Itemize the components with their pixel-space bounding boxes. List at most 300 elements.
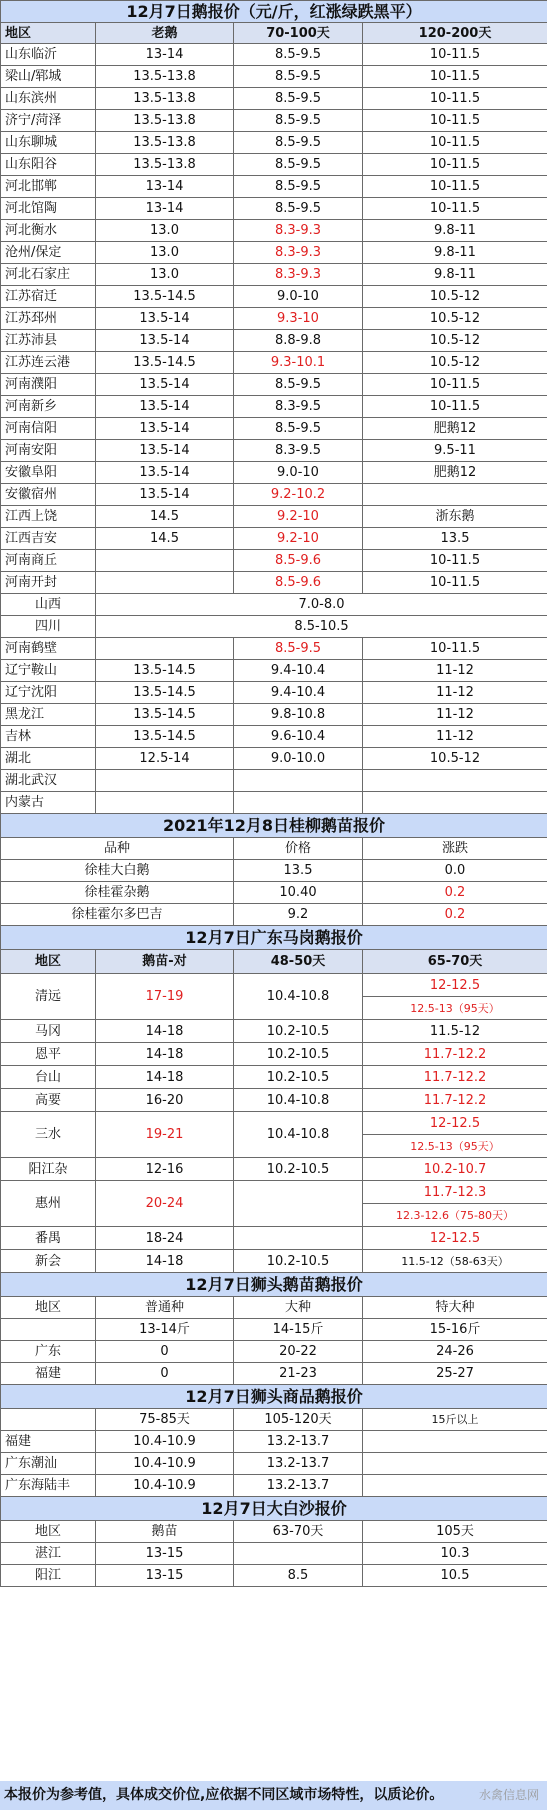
table-cell: 8.5-9.5 — [234, 132, 363, 154]
table-row — [1, 1475, 547, 1497]
table-cell — [96, 638, 234, 660]
table-row — [1, 616, 547, 638]
table-cell: 13.5-14.5 — [96, 352, 234, 374]
table-cell: 10.4-10.9 — [96, 1431, 234, 1453]
table-row — [1, 396, 547, 418]
table-cell: 12.5-14 — [96, 748, 234, 770]
table-cell: 10-11.5 — [363, 198, 547, 220]
table-cell: 13.5 — [234, 860, 363, 882]
table-cell: 肥鹅12 — [363, 462, 547, 484]
table-row — [1, 1363, 547, 1385]
table-cell — [234, 1543, 363, 1565]
table-cell: 13.5-13.8 — [96, 154, 234, 176]
table-cell: 11-12 — [363, 726, 547, 748]
table-cell: 惠州 — [1, 1181, 96, 1227]
table-cell: 恩平 — [1, 1043, 96, 1066]
table-row — [1, 1521, 547, 1543]
table-cell: 8.5-9.5 — [234, 176, 363, 198]
table-cell: 8.3-9.5 — [234, 396, 363, 418]
table-row — [1, 1250, 547, 1273]
table-cell: 9.3-10.1 — [234, 352, 363, 374]
table-cell: 9.2-10.2 — [234, 484, 363, 506]
region-cell: 河北衡水 — [1, 220, 96, 242]
table-row — [1, 352, 547, 374]
column-header: 地区 — [1, 950, 96, 974]
table-cell: 25-27 — [363, 1363, 547, 1385]
table-cell: 20-24 — [96, 1181, 234, 1227]
table-cell: 13-15 — [96, 1543, 234, 1565]
region-cell: 湖北武汉 — [1, 770, 96, 792]
column-header: 鹅苗 — [96, 1521, 234, 1543]
table-cell: 10-11.5 — [363, 132, 547, 154]
column-header: 涨跌 — [363, 838, 547, 860]
column-header: 地区 — [1, 1297, 96, 1319]
region-cell: 吉林 — [1, 726, 96, 748]
column-header: 特大种 — [363, 1297, 547, 1319]
table-cell: 8.5-9.6 — [234, 572, 363, 594]
table-cell: 9.8-11 — [363, 242, 547, 264]
table-cell: 9.0-10 — [234, 286, 363, 308]
table-cell: 24-26 — [363, 1341, 547, 1363]
table-row — [1, 484, 547, 506]
table-cell: 9.2-10 — [234, 528, 363, 550]
table-row — [1, 418, 547, 440]
region-cell: 江西上饶 — [1, 506, 96, 528]
table-cell: 阳江杂 — [1, 1158, 96, 1181]
table-cell: 13-14 — [96, 176, 234, 198]
table-cell — [234, 1227, 363, 1250]
table-cell: 15-16斤 — [363, 1319, 547, 1341]
table-cell — [234, 770, 363, 792]
table-row — [1, 1319, 547, 1341]
table-cell: 10-11.5 — [363, 110, 547, 132]
table-cell: 17-19 — [96, 974, 234, 1020]
table-cell: 8.3-9.3 — [234, 264, 363, 286]
table-cell: 12.5-13（95天） — [363, 997, 547, 1020]
region-cell: 河北邯郸 — [1, 176, 96, 198]
region-cell: 山东阳谷 — [1, 154, 96, 176]
table-row — [1, 286, 547, 308]
table-cell: 马冈 — [1, 1020, 96, 1043]
table-row — [1, 242, 547, 264]
table-row — [1, 904, 547, 926]
table-cell: 11-12 — [363, 660, 547, 682]
table-cell: 13.0 — [96, 242, 234, 264]
table-row — [1, 1273, 547, 1297]
table-row — [1, 1565, 547, 1587]
table-cell: 10.2-10.5 — [234, 1020, 363, 1043]
table-cell: 高要 — [1, 1089, 96, 1112]
table-cell: 福建 — [1, 1363, 96, 1385]
region-cell: 沧州/保定 — [1, 242, 96, 264]
table-row — [1, 1, 547, 23]
column-header: 价格 — [234, 838, 363, 860]
table-cell: 14-18 — [96, 1250, 234, 1273]
table-row — [1, 1385, 547, 1409]
table-cell: 9.2-10 — [234, 506, 363, 528]
table-cell: 14.5 — [96, 506, 234, 528]
region-cell: 山东聊城 — [1, 132, 96, 154]
table-cell: 0.0 — [363, 860, 547, 882]
table-cell — [234, 792, 363, 814]
table-cell: 徐桂霍尔多巴吉 — [1, 904, 234, 926]
region-cell: 辽宁鞍山 — [1, 660, 96, 682]
table-cell: 14.5 — [96, 528, 234, 550]
table-cell: 13-14 — [96, 198, 234, 220]
table-cell: 10.40 — [234, 882, 363, 904]
table-cell: 16-20 — [96, 1089, 234, 1112]
table-cell: 10.2-10.5 — [234, 1250, 363, 1273]
table-cell: 浙东鹅 — [363, 506, 547, 528]
table-cell: 10.5 — [363, 1565, 547, 1587]
table-row — [1, 1043, 547, 1066]
table-row — [1, 1431, 547, 1453]
table-cell: 10-11.5 — [363, 374, 547, 396]
column-header: 普通种 — [96, 1297, 234, 1319]
table-row — [1, 1089, 547, 1112]
column-header: 老鹅 — [96, 23, 234, 44]
table-cell: 10.5-12 — [363, 308, 547, 330]
region-cell: 江苏邳州 — [1, 308, 96, 330]
table-cell: 0.2 — [363, 882, 547, 904]
region-cell: 济宁/菏泽 — [1, 110, 96, 132]
table-row — [1, 974, 547, 997]
table-row — [1, 1543, 547, 1565]
region-cell: 河南鹤壁 — [1, 638, 96, 660]
table-cell: 7.0-8.0 — [96, 594, 547, 616]
column-header: 大种 — [234, 1297, 363, 1319]
table-row — [1, 1066, 547, 1089]
table-cell: 10-11.5 — [363, 572, 547, 594]
table-cell: 8.5-9.5 — [234, 374, 363, 396]
table-row — [1, 726, 547, 748]
table-cell: 11.7-12.2 — [363, 1043, 547, 1066]
table-row — [1, 374, 547, 396]
column-header: 48-50天 — [234, 950, 363, 974]
region-cell: 湖北 — [1, 748, 96, 770]
table-cell: 10-11.5 — [363, 176, 547, 198]
region-cell: 山东临沂 — [1, 44, 96, 66]
table-title: 12月7日狮头商品鹅报价 — [1, 1385, 547, 1409]
table-cell: 9.4-10.4 — [234, 682, 363, 704]
table-row — [1, 572, 547, 594]
region-cell: 安徽宿州 — [1, 484, 96, 506]
table-cell: 9.4-10.4 — [234, 660, 363, 682]
table-cell: 14-18 — [96, 1043, 234, 1066]
table-cell: 清远 — [1, 974, 96, 1020]
table-cell: 13.5-14 — [96, 484, 234, 506]
table-row — [1, 110, 547, 132]
table-cell: 10-11.5 — [363, 638, 547, 660]
table-row — [1, 1020, 547, 1043]
table-cell: 13.5-14.5 — [96, 286, 234, 308]
table-cell: 13.5-14.5 — [96, 682, 234, 704]
table-cell: 13.5-13.8 — [96, 66, 234, 88]
table-cell: 13-15 — [96, 1565, 234, 1587]
table-cell: 9.0-10 — [234, 462, 363, 484]
table-cell: 13.5-14 — [96, 396, 234, 418]
region-cell: 河南安阳 — [1, 440, 96, 462]
table-row — [1, 882, 547, 904]
table-cell: 8.3-9.3 — [234, 220, 363, 242]
table-cell: 11-12 — [363, 682, 547, 704]
table-row — [1, 154, 547, 176]
table-cell: 13.5-14.5 — [96, 726, 234, 748]
table-row — [1, 838, 547, 860]
table-row — [1, 88, 547, 110]
table-row — [1, 748, 547, 770]
table-cell: 10.4-10.9 — [96, 1453, 234, 1475]
table-row — [1, 638, 547, 660]
table-cell — [363, 1431, 547, 1453]
table-cell: 肥鹅12 — [363, 418, 547, 440]
table-cell — [363, 484, 547, 506]
table-cell: 12-12.5 — [363, 1227, 547, 1250]
region-cell: 江苏沛县 — [1, 330, 96, 352]
table-row — [1, 264, 547, 286]
table-cell: 10-11.5 — [363, 154, 547, 176]
table-cell: 8.5-9.5 — [234, 44, 363, 66]
table-cell: 13.5-14.5 — [96, 660, 234, 682]
table-cell: 13.5-14 — [96, 374, 234, 396]
region-cell: 河南商丘 — [1, 550, 96, 572]
table-cell: 徐桂霍杂鹅 — [1, 882, 234, 904]
table-cell: 0.2 — [363, 904, 547, 926]
table-cell: 12.5-13（95天） — [363, 1135, 547, 1158]
table-cell: 广东潮汕 — [1, 1453, 96, 1475]
table-cell: 8.5-9.5 — [234, 154, 363, 176]
table-title: 12月7日广东马岗鹅报价 — [1, 926, 547, 950]
table-cell: 10-11.5 — [363, 550, 547, 572]
region-cell: 江西吉安 — [1, 528, 96, 550]
column-header — [1, 1409, 96, 1431]
region-cell: 山东滨州 — [1, 88, 96, 110]
column-header: 15斤以上 — [363, 1409, 547, 1431]
table-row — [1, 1497, 547, 1521]
region-cell: 内蒙古 — [1, 792, 96, 814]
footer-note: 本报价为参考值，具体成交价位,应依据不同区域市场特性，以质论价。 — [0, 1781, 547, 1810]
table-cell: 13.5-13.8 — [96, 110, 234, 132]
table-cell: 10.4-10.8 — [234, 974, 363, 1020]
table-cell: 12-16 — [96, 1158, 234, 1181]
table-cell: 台山 — [1, 1066, 96, 1089]
table-cell: 9.5-11 — [363, 440, 547, 462]
table-row — [1, 462, 547, 484]
table-cell: 13.5-13.8 — [96, 88, 234, 110]
table-row — [1, 528, 547, 550]
column-header: 63-70天 — [234, 1521, 363, 1543]
region-cell: 河北石家庄 — [1, 264, 96, 286]
table-row — [1, 308, 547, 330]
table-cell: 12-12.5 — [363, 1112, 547, 1135]
table-cell: 10.2-10.5 — [234, 1043, 363, 1066]
table-cell: 10-11.5 — [363, 88, 547, 110]
table-cell — [96, 770, 234, 792]
table-cell: 8.5-9.5 — [234, 418, 363, 440]
table-cell: 13.5-14.5 — [96, 704, 234, 726]
region-cell: 安徽阜阳 — [1, 462, 96, 484]
table-cell: 10-11.5 — [363, 396, 547, 418]
table-cell: 11.7-12.2 — [363, 1089, 547, 1112]
table-title: 12月7日鹅报价（元/斤，红涨绿跌黑平） — [1, 1, 547, 23]
table-cell: 9.0-10.0 — [234, 748, 363, 770]
region-cell: 河南开封 — [1, 572, 96, 594]
table-cell — [96, 550, 234, 572]
region-cell: 梁山/郓城 — [1, 66, 96, 88]
table-row — [1, 1227, 547, 1250]
table-cell: 8.5-10.5 — [96, 616, 547, 638]
table-cell — [363, 770, 547, 792]
table-row — [1, 814, 547, 838]
table-row — [1, 704, 547, 726]
column-header: 120-200天 — [363, 23, 547, 44]
table-cell: 11-12 — [363, 704, 547, 726]
table-row — [1, 1409, 547, 1431]
table-row — [1, 506, 547, 528]
table-cell: 11.7-12.2 — [363, 1066, 547, 1089]
table-row — [1, 66, 547, 88]
region-cell: 江苏连云港 — [1, 352, 96, 374]
table-cell: 10.2-10.7 — [363, 1158, 547, 1181]
table-cell: 10.5-12 — [363, 748, 547, 770]
column-header: 鹅苗-对 — [96, 950, 234, 974]
table-cell: 8.3-9.5 — [234, 440, 363, 462]
table-cell: 14-18 — [96, 1020, 234, 1043]
table-cell: 12.3-12.6（75-80天） — [363, 1204, 547, 1227]
table-cell: 湛江 — [1, 1543, 96, 1565]
table-cell: 8.5-9.6 — [234, 550, 363, 572]
table-row — [1, 440, 547, 462]
column-header: 75-85天 — [96, 1409, 234, 1431]
table-cell: 10.5-12 — [363, 330, 547, 352]
column-header: 品种 — [1, 838, 234, 860]
table-cell: 13.5-14 — [96, 462, 234, 484]
table-cell: 13.0 — [96, 264, 234, 286]
table-cell — [96, 572, 234, 594]
table-cell — [363, 792, 547, 814]
table-cell: 10.2-10.5 — [234, 1158, 363, 1181]
table-cell: 9.6-10.4 — [234, 726, 363, 748]
table-cell: 13-14斤 — [96, 1319, 234, 1341]
table-row — [1, 1341, 547, 1363]
table-cell: 10.5-12 — [363, 352, 547, 374]
table-row — [1, 198, 547, 220]
table-cell: 福建 — [1, 1431, 96, 1453]
table-cell: 20-22 — [234, 1341, 363, 1363]
table-cell: 13.2-13.7 — [234, 1453, 363, 1475]
table-cell: 9.3-10 — [234, 308, 363, 330]
table-row — [1, 860, 547, 882]
table-row — [1, 926, 547, 950]
table-cell: 10-11.5 — [363, 44, 547, 66]
table-row — [1, 770, 547, 792]
column-header: 105天 — [363, 1521, 547, 1543]
table-row — [1, 792, 547, 814]
table-row — [1, 1297, 547, 1319]
table-cell: 8.5-9.5 — [234, 66, 363, 88]
table-cell: 10.4-10.9 — [96, 1475, 234, 1497]
table-cell: 8.8-9.8 — [234, 330, 363, 352]
table-row — [1, 1453, 547, 1475]
table-cell: 8.5 — [234, 1565, 363, 1587]
table-cell: 番禺 — [1, 1227, 96, 1250]
table-cell: 广东海陆丰 — [1, 1475, 96, 1497]
table-cell: 11.7-12.3 — [363, 1181, 547, 1204]
table-cell: 8.5-9.5 — [234, 88, 363, 110]
table-cell: 9.8-10.8 — [234, 704, 363, 726]
table-cell: 19-21 — [96, 1112, 234, 1158]
region-cell: 黑龙江 — [1, 704, 96, 726]
table-cell: 8.3-9.3 — [234, 242, 363, 264]
table-cell: 0 — [96, 1341, 234, 1363]
table-row — [1, 220, 547, 242]
table-title: 12月7日狮头鹅苗鹅报价 — [1, 1273, 547, 1297]
table-cell: 10.3 — [363, 1543, 547, 1565]
table-row — [1, 594, 547, 616]
region-cell: 江苏宿迁 — [1, 286, 96, 308]
table-cell — [96, 792, 234, 814]
column-header: 105-120天 — [234, 1409, 363, 1431]
table-cell — [363, 1475, 547, 1497]
region-cell: 河南信阳 — [1, 418, 96, 440]
column-header: 地区 — [1, 1521, 96, 1543]
table-row — [1, 660, 547, 682]
table-row — [1, 44, 547, 66]
table-cell: 12-12.5 — [363, 974, 547, 997]
table-cell: 13-14 — [96, 44, 234, 66]
region-cell: 辽宁沈阳 — [1, 682, 96, 704]
watermark: 水禽信息网 — [478, 1788, 539, 1802]
table-row — [1, 330, 547, 352]
table-row — [1, 950, 547, 974]
table-cell: 13.2-13.7 — [234, 1431, 363, 1453]
table-cell — [1, 1319, 96, 1341]
table-cell: 13.5-14 — [96, 330, 234, 352]
table-cell: 13.5 — [363, 528, 547, 550]
table-cell: 13.5-14 — [96, 308, 234, 330]
column-header: 65-70天 — [363, 950, 547, 974]
table-cell: 10.4-10.8 — [234, 1089, 363, 1112]
table-title: 2021年12月8日桂柳鹅苗报价 — [1, 814, 547, 838]
table-row — [1, 1181, 547, 1204]
table-cell: 21-23 — [234, 1363, 363, 1385]
table-cell: 三水 — [1, 1112, 96, 1158]
table-cell: 9.8-11 — [363, 220, 547, 242]
table-cell: 徐桂大白鹅 — [1, 860, 234, 882]
table-cell: 11.5-12 — [363, 1020, 547, 1043]
table-cell — [234, 1181, 363, 1227]
region-cell: 四川 — [1, 616, 96, 638]
region-cell: 河北馆陶 — [1, 198, 96, 220]
region-cell: 河南新乡 — [1, 396, 96, 418]
table-cell: 14-15斤 — [234, 1319, 363, 1341]
table-cell: 13.5-14 — [96, 418, 234, 440]
region-cell: 河南濮阳 — [1, 374, 96, 396]
region-cell: 山西 — [1, 594, 96, 616]
table-cell: 10.2-10.5 — [234, 1066, 363, 1089]
table-cell — [363, 1453, 547, 1475]
column-header: 70-100天 — [234, 23, 363, 44]
table-cell: 阳江 — [1, 1565, 96, 1587]
table-row — [1, 1158, 547, 1181]
table-cell: 0 — [96, 1363, 234, 1385]
table-row — [1, 1112, 547, 1135]
table-row — [1, 132, 547, 154]
table-cell: 8.5-9.5 — [234, 198, 363, 220]
column-header: 地区 — [1, 23, 96, 44]
table-cell: 8.5-9.5 — [234, 638, 363, 660]
table-cell: 14-18 — [96, 1066, 234, 1089]
